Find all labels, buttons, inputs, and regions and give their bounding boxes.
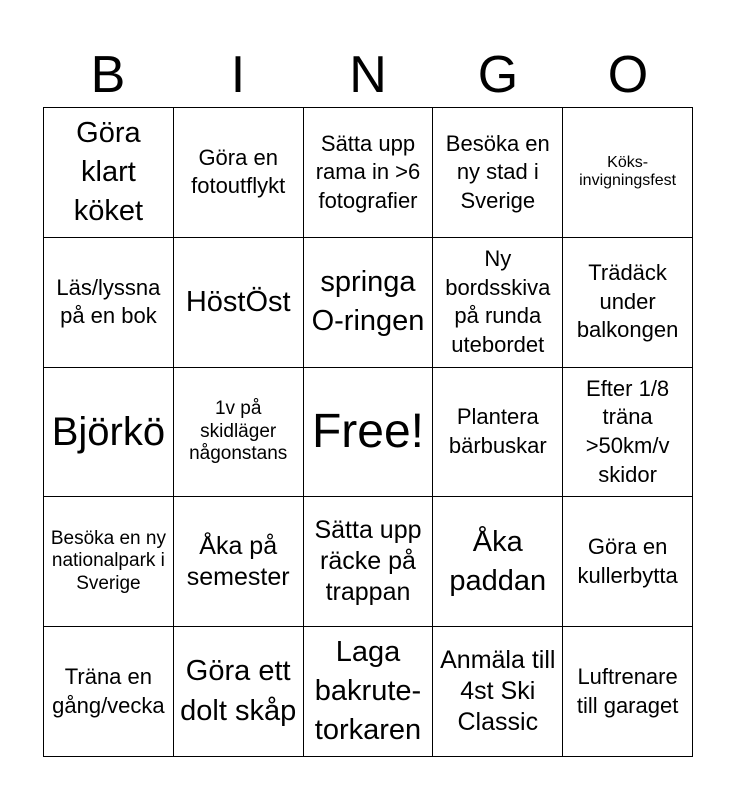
bingo-cell[interactable] (433, 108, 563, 238)
cell-text: Efter 1/8 träna >50km/v skidor (585, 375, 670, 487)
cell-text: 1v på skidläger någonstans (189, 397, 288, 465)
cell-text: Göra en kullerbytta (577, 534, 678, 588)
cell-text: Åka på semester (186, 531, 290, 591)
bingo-cell[interactable] (563, 368, 693, 498)
cell-text: Göra en fotoutflykt (191, 144, 286, 199)
cell-text: Göra ett dolt skåp (180, 655, 297, 727)
cell-text: Besöka en ny stad i Sverige (445, 130, 550, 213)
bingo-cell[interactable] (433, 497, 563, 627)
bingo-header (43, 44, 693, 106)
cell-text: Luftrenare till garaget (576, 664, 679, 718)
cell-text: Laga bakrute-torkaren (314, 635, 422, 747)
bingo-cell[interactable] (433, 627, 563, 757)
cell-text: Köks-invigningsfest (579, 154, 677, 190)
bingo-cell[interactable] (304, 497, 434, 627)
bingo-cell[interactable] (433, 238, 563, 368)
header-letter-n: N (349, 46, 387, 104)
bingo-cell[interactable] (563, 497, 693, 627)
cell-text: Träna en gång/vecka (52, 664, 165, 718)
bingo-cell[interactable] (174, 627, 304, 757)
cell-text: Åka paddan (449, 525, 547, 597)
cell-text: Plantera bärbuskar (448, 404, 547, 458)
cell-text: Trädäck under balkongen (576, 260, 679, 343)
header-letter-b: B (90, 46, 126, 104)
bingo-cell[interactable] (563, 627, 693, 757)
bingo-cell[interactable] (44, 368, 174, 498)
header-letter-g: G (477, 46, 519, 104)
cell-text: Sätta upp räcke på trappan (314, 515, 422, 607)
bingo-cell[interactable] (44, 238, 174, 368)
cell-text: HöstÖst (185, 285, 291, 318)
bingo-cell[interactable] (174, 238, 304, 368)
bingo-grid (43, 107, 693, 757)
bingo-cell[interactable] (44, 627, 174, 757)
cell-text: Anmäla till 4st Ski Classic (440, 645, 556, 737)
cell-text: Göra klart köket (73, 116, 144, 227)
bingo-cell[interactable] (433, 368, 563, 498)
cell-text: Besöka en ny nationalpark i Sverige (50, 527, 166, 595)
bingo-cell[interactable] (563, 108, 693, 238)
bingo-cell[interactable] (174, 497, 304, 627)
bingo-cell[interactable] (44, 497, 174, 627)
free-space-cell[interactable] (304, 368, 434, 498)
bingo-cell[interactable] (563, 238, 693, 368)
cell-text: Björkö (51, 409, 166, 454)
cell-text: Sätta upp rama in >6 fotografier (315, 130, 421, 213)
bingo-cell[interactable] (174, 108, 304, 238)
free-space-text: Free! (311, 404, 424, 458)
header-letter-i: I (230, 46, 246, 104)
cell-text: Ny bordsskiva på runda utebordet (445, 246, 551, 357)
bingo-cell[interactable] (174, 368, 304, 498)
cell-text: Läs/lyssna på en bok (56, 274, 161, 329)
bingo-cell[interactable] (44, 108, 174, 238)
bingo-cell[interactable] (304, 108, 434, 238)
bingo-cell[interactable] (304, 238, 434, 368)
bingo-cell[interactable] (304, 627, 434, 757)
cell-text: springa O-ringen (311, 266, 425, 338)
header-letter-o: O (607, 46, 649, 104)
